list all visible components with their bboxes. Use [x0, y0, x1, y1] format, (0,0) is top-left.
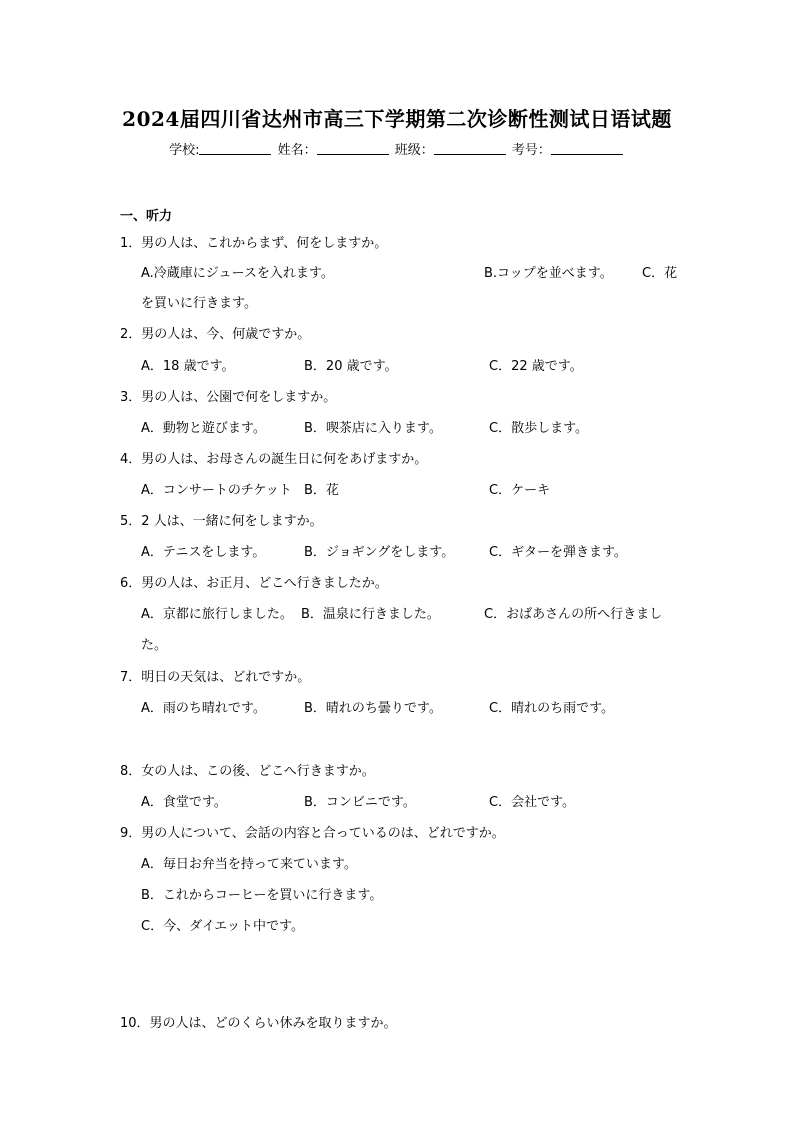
q5-option-a: A．テニスをします。	[141, 545, 266, 560]
question-10: 10．男の人は、どのくらい休みを取りますか。	[120, 1016, 397, 1031]
name-label: 姓名：	[277, 143, 317, 158]
class-blank[interactable]	[434, 142, 506, 155]
number-label: 考号：	[511, 143, 551, 158]
school-label: 学校:	[169, 143, 200, 158]
q8-option-b: B．コンビニです。	[304, 795, 416, 810]
q3-option-b: B．喫茶店に入ります。	[304, 421, 442, 436]
q3-option-c: C．散歩します。	[489, 421, 589, 436]
q9-option-c: C．今、ダイエット中です。	[141, 919, 304, 934]
q6-option-c: C．おばあさんの所へ行きまし	[484, 607, 663, 622]
question-7: 7．明日の天気は、どれですか。	[120, 670, 311, 685]
q9-option-b: B．これからコーヒーを買いに行きます。	[141, 888, 383, 903]
q7-option-c: C．晴れのち雨です。	[489, 701, 615, 716]
q6-option-c-continued: た。	[141, 638, 168, 653]
question-8: 8．女の人は、この後、どこへ行きますか。	[120, 764, 375, 779]
question-3: 3．男の人は、公園で何をしますか。	[120, 390, 337, 405]
q9-option-a: A．毎日お弁当を持って来ています。	[141, 857, 357, 872]
question-1: 1．男の人は、これからまず、何をしますか。	[120, 236, 388, 251]
q4-option-c: C．ケーキ	[489, 483, 551, 498]
q1-option-c-continued: を買いに行きます。	[141, 296, 257, 311]
number-blank[interactable]	[551, 142, 623, 155]
student-info-line	[0, 139, 794, 158]
q2-option-a: A．18 歳です。	[141, 359, 235, 374]
page-title: 2024届四川省达州市高三下学期第二次诊断性测试日语试题	[122, 107, 672, 131]
question-5: 5．2 人は、一緒に何をしますか。	[120, 514, 323, 529]
q6-option-b: B．温泉に行きました。	[301, 607, 440, 622]
name-blank[interactable]	[317, 142, 389, 155]
q5-option-b: B．ジョギングをします。	[304, 545, 455, 560]
q6-option-a: A．京都に旅行しました。	[141, 607, 293, 622]
class-label: 班级：	[394, 143, 434, 158]
question-4: 4．男の人は、お母さんの誕生日に何をあげますか。	[120, 452, 428, 467]
q2-option-b: B．20 歳です。	[304, 359, 398, 374]
q1-option-c: C．花	[642, 266, 678, 281]
school-blank[interactable]	[199, 142, 271, 155]
q7-option-a: A．雨のち晴れです。	[141, 701, 266, 716]
q3-option-a: A．動物と遊びます。	[141, 421, 266, 436]
question-9: 9．男の人について、会話の内容と合っているのは、どれですか。	[120, 826, 505, 841]
q2-option-c: C．22 歳です。	[489, 359, 583, 374]
question-2: 2．男の人は、今、何歳ですか。	[120, 327, 311, 342]
section-heading: 一、听力	[120, 209, 173, 224]
question-6: 6．男の人は、お正月、どこへ行きましたか。	[120, 576, 388, 591]
q8-option-a: A．食堂です。	[141, 795, 227, 810]
q1-option-a: A.冷蔵庫にジュースを入れます。	[141, 266, 334, 281]
q1-option-b: B.コップを並べます。	[484, 266, 613, 281]
q4-option-b: B．花	[304, 483, 339, 498]
q5-option-c: C．ギターを弾きます。	[489, 545, 627, 560]
q7-option-b: B．晴れのち曇りです。	[304, 701, 442, 716]
q4-option-a: A．コンサートのチケット	[141, 483, 292, 498]
q8-option-c: C．会社です。	[489, 795, 576, 810]
